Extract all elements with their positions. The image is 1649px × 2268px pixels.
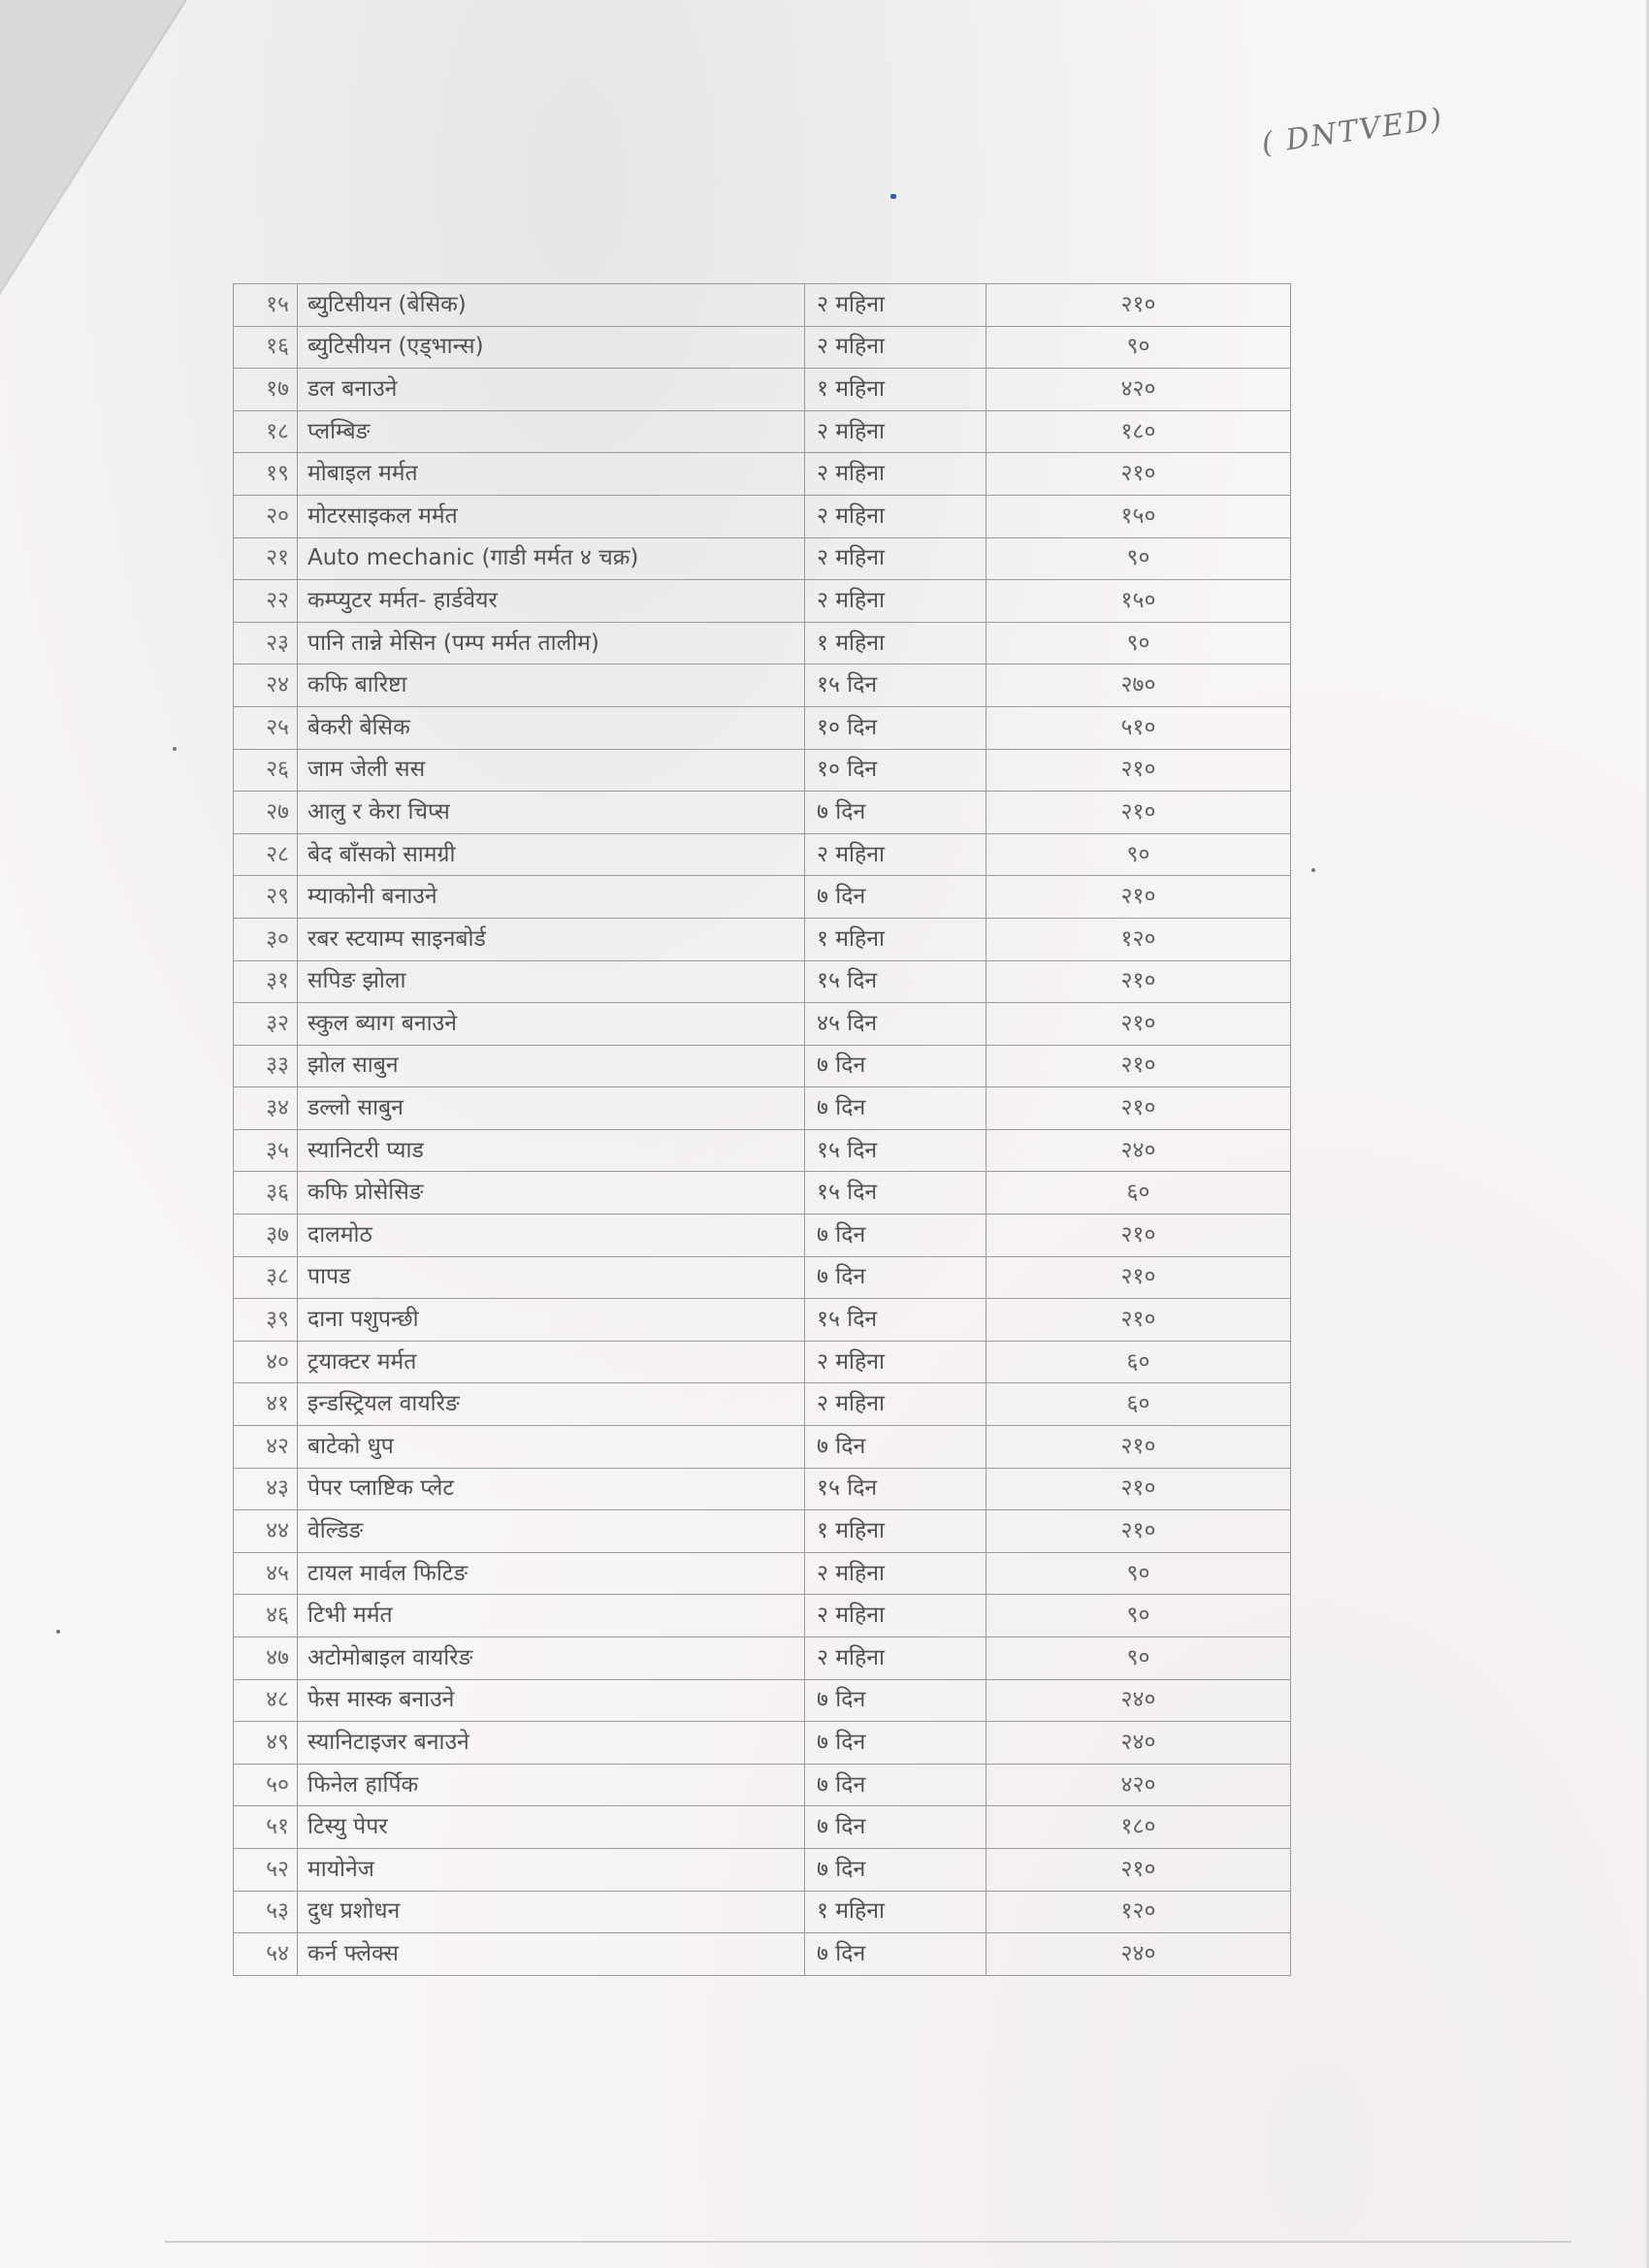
stray-mark bbox=[173, 747, 177, 751]
training-name-cell: टिस्यु पेपर bbox=[298, 1806, 805, 1849]
serial-number-cell: ४२ bbox=[234, 1426, 298, 1469]
training-name-cell: दुध प्रशोधन bbox=[298, 1891, 805, 1933]
participant-count-cell: २४० bbox=[986, 1679, 1291, 1722]
folded-corner bbox=[0, 0, 184, 291]
stray-mark bbox=[1311, 868, 1315, 872]
training-name-cell: टायल मार्वल फिटिङ bbox=[298, 1552, 805, 1595]
training-name-cell: जाम जेली सस bbox=[298, 749, 805, 792]
serial-number-cell: १८ bbox=[234, 410, 298, 453]
serial-number-cell: २३ bbox=[234, 622, 298, 664]
participant-count-cell: २४० bbox=[986, 1933, 1291, 1976]
duration-cell: २ महिना bbox=[805, 1552, 986, 1595]
training-name-cell: मोटरसाइकल मर्मत bbox=[298, 495, 805, 537]
table-row bbox=[234, 580, 1291, 623]
table-row bbox=[234, 1299, 1291, 1342]
duration-cell: १ महिना bbox=[805, 369, 986, 411]
participant-count-cell: ९० bbox=[986, 1637, 1291, 1680]
participant-count-cell: १८० bbox=[986, 410, 1291, 453]
table-row bbox=[234, 1172, 1291, 1215]
participant-count-cell: ५१० bbox=[986, 706, 1291, 749]
table-row bbox=[234, 833, 1291, 876]
serial-number-cell: ४१ bbox=[234, 1383, 298, 1426]
duration-cell: ७ दिन bbox=[805, 1722, 986, 1765]
duration-cell: २ महिना bbox=[805, 453, 986, 496]
serial-number-cell: २१ bbox=[234, 537, 298, 580]
table-row bbox=[234, 1256, 1291, 1299]
stray-mark bbox=[56, 1630, 60, 1634]
participant-count-cell: २१० bbox=[986, 876, 1291, 919]
table-row bbox=[234, 1426, 1291, 1469]
participant-count-cell: २१० bbox=[986, 453, 1291, 496]
table-row bbox=[234, 876, 1291, 919]
participant-count-cell: २१० bbox=[986, 749, 1291, 792]
duration-cell: २ महिना bbox=[805, 1341, 986, 1383]
training-list-table bbox=[233, 283, 1291, 1976]
duration-cell: २ महिना bbox=[805, 326, 986, 369]
table-row bbox=[234, 1383, 1291, 1426]
training-name-cell: मायोनेज bbox=[298, 1848, 805, 1891]
participant-count-cell: २१० bbox=[986, 1003, 1291, 1046]
duration-cell: ७ दिन bbox=[805, 1764, 986, 1806]
table-row bbox=[234, 537, 1291, 580]
training-name-cell: डल्लो साबुन bbox=[298, 1087, 805, 1130]
serial-number-cell: ४८ bbox=[234, 1679, 298, 1722]
table-row bbox=[234, 284, 1291, 327]
table-row bbox=[234, 960, 1291, 1003]
serial-number-cell: ४० bbox=[234, 1341, 298, 1383]
table-row bbox=[234, 1637, 1291, 1680]
duration-cell: २ महिना bbox=[805, 537, 986, 580]
serial-number-cell: २६ bbox=[234, 749, 298, 792]
serial-number-cell: ३४ bbox=[234, 1087, 298, 1130]
handwritten-annotation: ( DNTVED) bbox=[1259, 102, 1446, 161]
duration-cell: ७ दिन bbox=[805, 1679, 986, 1722]
table-body bbox=[234, 284, 1291, 1976]
duration-cell: १५ दिन bbox=[805, 1129, 986, 1172]
duration-cell: १५ दिन bbox=[805, 1172, 986, 1215]
training-name-cell: बेद बाँसको सामग्री bbox=[298, 833, 805, 876]
training-name-cell: कफि बारिष्टा bbox=[298, 664, 805, 707]
serial-number-cell: २० bbox=[234, 495, 298, 537]
participant-count-cell: २१० bbox=[986, 1256, 1291, 1299]
table-row bbox=[234, 1468, 1291, 1510]
training-name-cell: दालमोठ bbox=[298, 1215, 805, 1257]
serial-number-cell: ३६ bbox=[234, 1172, 298, 1215]
duration-cell: ७ दिन bbox=[805, 1848, 986, 1891]
serial-number-cell: ३५ bbox=[234, 1129, 298, 1172]
participant-count-cell: १८० bbox=[986, 1806, 1291, 1849]
training-name-cell: पेपर प्लाष्टिक प्लेट bbox=[298, 1468, 805, 1510]
training-name-cell: फिनेल हार्पिक bbox=[298, 1764, 805, 1806]
training-name-cell: इन्डस्ट्रियल वायरिङ bbox=[298, 1383, 805, 1426]
training-name-cell: स्कुल ब्याग बनाउने bbox=[298, 1003, 805, 1046]
training-name-cell: ब्युटिसीयन (बेसिक) bbox=[298, 284, 805, 327]
serial-number-cell: ५२ bbox=[234, 1848, 298, 1891]
serial-number-cell: ३२ bbox=[234, 1003, 298, 1046]
participant-count-cell: १२० bbox=[986, 1891, 1291, 1933]
participant-count-cell: ६० bbox=[986, 1341, 1291, 1383]
training-name-cell: म्याकोनी बनाउने bbox=[298, 876, 805, 919]
participant-count-cell: ६० bbox=[986, 1172, 1291, 1215]
participant-count-cell: २१० bbox=[986, 1045, 1291, 1087]
training-name-cell: बेकरी बेसिक bbox=[298, 706, 805, 749]
table-row bbox=[234, 1552, 1291, 1595]
training-name-cell: ब्युटिसीयन (एड्भान्स) bbox=[298, 326, 805, 369]
serial-number-cell: ३८ bbox=[234, 1256, 298, 1299]
participant-count-cell: २१० bbox=[986, 960, 1291, 1003]
serial-number-cell: ४५ bbox=[234, 1552, 298, 1595]
duration-cell: २ महिना bbox=[805, 410, 986, 453]
training-name-cell: वेल्डिङ bbox=[298, 1510, 805, 1553]
duration-cell: २ महिना bbox=[805, 495, 986, 537]
duration-cell: १५ दिन bbox=[805, 1299, 986, 1342]
participant-count-cell: ९० bbox=[986, 537, 1291, 580]
serial-number-cell: ४६ bbox=[234, 1595, 298, 1637]
duration-cell: १५ दिन bbox=[805, 960, 986, 1003]
table-row bbox=[234, 1341, 1291, 1383]
duration-cell: २ महिना bbox=[805, 580, 986, 623]
training-name-cell: स्यानिटरी प्याड bbox=[298, 1129, 805, 1172]
training-name-cell: सपिङ झोला bbox=[298, 960, 805, 1003]
duration-cell: ४५ दिन bbox=[805, 1003, 986, 1046]
table-row bbox=[234, 1722, 1291, 1765]
table-row bbox=[234, 1806, 1291, 1849]
participant-count-cell: २१० bbox=[986, 1215, 1291, 1257]
bottom-rule bbox=[165, 2241, 1571, 2243]
training-name-cell: बाटेको धुप bbox=[298, 1426, 805, 1469]
duration-cell: २ महिना bbox=[805, 1383, 986, 1426]
serial-number-cell: ४४ bbox=[234, 1510, 298, 1553]
duration-cell: १ महिना bbox=[805, 918, 986, 960]
training-name-cell: रबर स्टयाम्प साइनबोर्ड bbox=[298, 918, 805, 960]
table-row bbox=[234, 1087, 1291, 1130]
participant-count-cell: २१० bbox=[986, 1087, 1291, 1130]
serial-number-cell: ३९ bbox=[234, 1299, 298, 1342]
participant-count-cell: ४२० bbox=[986, 369, 1291, 411]
serial-number-cell: १७ bbox=[234, 369, 298, 411]
duration-cell: ७ दिन bbox=[805, 1087, 986, 1130]
participant-count-cell: १२० bbox=[986, 918, 1291, 960]
duration-cell: ७ दिन bbox=[805, 1215, 986, 1257]
table-row bbox=[234, 1764, 1291, 1806]
table-row bbox=[234, 622, 1291, 664]
duration-cell: १० दिन bbox=[805, 749, 986, 792]
serial-number-cell: ३० bbox=[234, 918, 298, 960]
training-name-cell: डल बनाउने bbox=[298, 369, 805, 411]
table-row bbox=[234, 1891, 1291, 1933]
serial-number-cell: ३३ bbox=[234, 1045, 298, 1087]
training-name-cell: पानि तान्ने मेसिन (पम्प मर्मत तालीम) bbox=[298, 622, 805, 664]
training-name-cell: स्यानिटाइजर बनाउने bbox=[298, 1722, 805, 1765]
duration-cell: १५ दिन bbox=[805, 1468, 986, 1510]
serial-number-cell: १६ bbox=[234, 326, 298, 369]
table-row bbox=[234, 410, 1291, 453]
participant-count-cell: २१० bbox=[986, 1299, 1291, 1342]
serial-number-cell: ४७ bbox=[234, 1637, 298, 1680]
training-name-cell: कर्न फ्लेक्स bbox=[298, 1933, 805, 1976]
serial-number-cell: ५३ bbox=[234, 1891, 298, 1933]
participant-count-cell: ४२० bbox=[986, 1764, 1291, 1806]
duration-cell: २ महिना bbox=[805, 1595, 986, 1637]
duration-cell: १५ दिन bbox=[805, 664, 986, 707]
participant-count-cell: २१० bbox=[986, 1468, 1291, 1510]
training-name-cell: कफि प्रोसेसिङ bbox=[298, 1172, 805, 1215]
serial-number-cell: ४९ bbox=[234, 1722, 298, 1765]
training-name-cell: कम्प्युटर मर्मत- हार्डवेयर bbox=[298, 580, 805, 623]
serial-number-cell: २२ bbox=[234, 580, 298, 623]
training-name-cell: अटोमोबाइल वायरिङ bbox=[298, 1637, 805, 1680]
table-row bbox=[234, 495, 1291, 537]
duration-cell: २ महिना bbox=[805, 833, 986, 876]
serial-number-cell: ३१ bbox=[234, 960, 298, 1003]
serial-number-cell: ५४ bbox=[234, 1933, 298, 1976]
participant-count-cell: २१० bbox=[986, 792, 1291, 834]
participant-count-cell: २१० bbox=[986, 1510, 1291, 1553]
participant-count-cell: ९० bbox=[986, 1595, 1291, 1637]
participant-count-cell: ९० bbox=[986, 1552, 1291, 1595]
table-row bbox=[234, 1933, 1291, 1976]
training-table bbox=[233, 283, 1290, 1976]
duration-cell: ७ दिन bbox=[805, 1806, 986, 1849]
table-row bbox=[234, 1129, 1291, 1172]
table-row bbox=[234, 369, 1291, 411]
table-row bbox=[234, 1045, 1291, 1087]
participant-count-cell: १५० bbox=[986, 580, 1291, 623]
participant-count-cell: २४० bbox=[986, 1129, 1291, 1172]
participant-count-cell: २१० bbox=[986, 284, 1291, 327]
ink-dot bbox=[890, 194, 896, 199]
table-row bbox=[234, 1595, 1291, 1637]
training-name-cell: आलु र केरा चिप्स bbox=[298, 792, 805, 834]
serial-number-cell: १९ bbox=[234, 453, 298, 496]
table-row bbox=[234, 326, 1291, 369]
serial-number-cell: १५ bbox=[234, 284, 298, 327]
table-row bbox=[234, 1003, 1291, 1046]
training-name-cell: दाना पशुपन्छी bbox=[298, 1299, 805, 1342]
duration-cell: १ महिना bbox=[805, 1891, 986, 1933]
serial-number-cell: २५ bbox=[234, 706, 298, 749]
training-name-cell: पापड bbox=[298, 1256, 805, 1299]
duration-cell: ७ दिन bbox=[805, 792, 986, 834]
serial-number-cell: ५१ bbox=[234, 1806, 298, 1849]
table-row bbox=[234, 792, 1291, 834]
training-name-cell: प्लम्बिङ bbox=[298, 410, 805, 453]
participant-count-cell: २७० bbox=[986, 664, 1291, 707]
serial-number-cell: २८ bbox=[234, 833, 298, 876]
participant-count-cell: ९० bbox=[986, 622, 1291, 664]
serial-number-cell: २९ bbox=[234, 876, 298, 919]
duration-cell: २ महिना bbox=[805, 1637, 986, 1680]
serial-number-cell: २४ bbox=[234, 664, 298, 707]
duration-cell: १ महिना bbox=[805, 622, 986, 664]
participant-count-cell: ९० bbox=[986, 326, 1291, 369]
table-row bbox=[234, 1679, 1291, 1722]
table-row bbox=[234, 918, 1291, 960]
duration-cell: ७ दिन bbox=[805, 876, 986, 919]
table-row bbox=[234, 706, 1291, 749]
table-row bbox=[234, 453, 1291, 496]
participant-count-cell: १५० bbox=[986, 495, 1291, 537]
duration-cell: २ महिना bbox=[805, 284, 986, 327]
duration-cell: १० दिन bbox=[805, 706, 986, 749]
serial-number-cell: २७ bbox=[234, 792, 298, 834]
serial-number-cell: ३७ bbox=[234, 1215, 298, 1257]
duration-cell: १ महिना bbox=[805, 1510, 986, 1553]
serial-number-cell: ५० bbox=[234, 1764, 298, 1806]
participant-count-cell: ६० bbox=[986, 1383, 1291, 1426]
training-name-cell: झोल साबुन bbox=[298, 1045, 805, 1087]
serial-number-cell: ४३ bbox=[234, 1468, 298, 1510]
participant-count-cell: २४० bbox=[986, 1722, 1291, 1765]
training-name-cell: ट्रयाक्टर मर्मत bbox=[298, 1341, 805, 1383]
training-name-cell: मोबाइल मर्मत bbox=[298, 453, 805, 496]
duration-cell: ७ दिन bbox=[805, 1426, 986, 1469]
table-row bbox=[234, 664, 1291, 707]
participant-count-cell: २१० bbox=[986, 1426, 1291, 1469]
duration-cell: ७ दिन bbox=[805, 1256, 986, 1299]
table-row bbox=[234, 749, 1291, 792]
table-row bbox=[234, 1215, 1291, 1257]
table-row bbox=[234, 1510, 1291, 1553]
participant-count-cell: २१० bbox=[986, 1848, 1291, 1891]
participant-count-cell: ९० bbox=[986, 833, 1291, 876]
training-name-cell: Auto mechanic (गाडी मर्मत ४ चक्र) bbox=[298, 537, 805, 580]
training-name-cell: फेस मास्क बनाउने bbox=[298, 1679, 805, 1722]
duration-cell: ७ दिन bbox=[805, 1045, 986, 1087]
table-row bbox=[234, 1848, 1291, 1891]
training-name-cell: टिभी मर्मत bbox=[298, 1595, 805, 1637]
duration-cell: ७ दिन bbox=[805, 1933, 986, 1976]
